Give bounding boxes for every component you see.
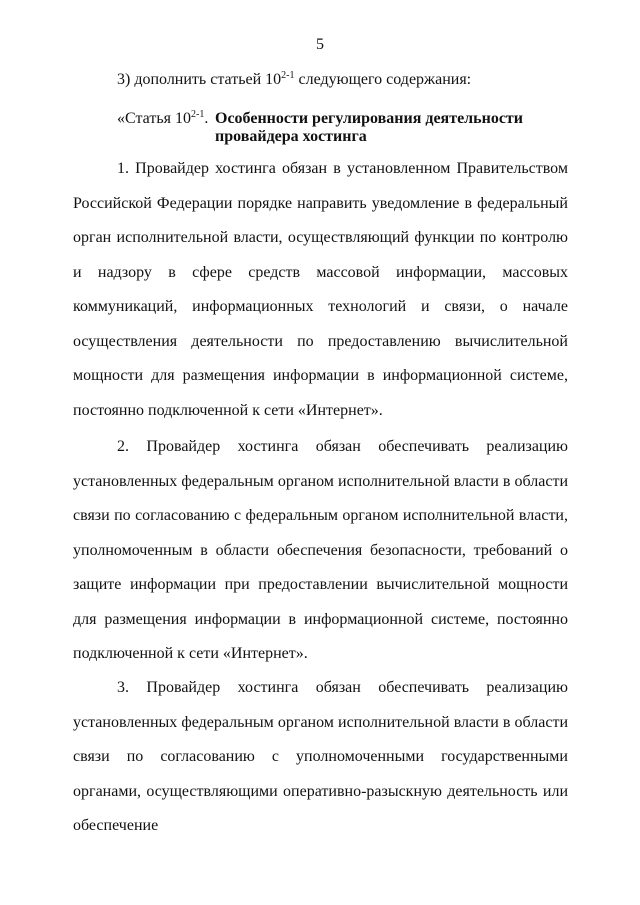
article-label: «Статья 10$^{2-1}$. <box>117 109 209 127</box>
paragraph-2: 2. Провайдер хостинга обязан обеспечивать реализацию установленных федеральным органом исполнительной власти в области связи по согласованию с федеральным органом исполнительной власти, уполномоченным в области обеспечения безопасности, требований о защите информации при предоставлении вычислительной мощности для размещения информации в информационной системе, постоянно подключенной к сети «Интернет». <box>73 438 568 662</box>
intro-prefix: 3) дополнить статьей 10 <box>117 71 282 88</box>
paragraph-1: 1. Провайдер хостинга обязан в установленном Правительством Российской Федерации порядке направить уведомление в федеральный орган исполнительной власти, осуществляющий функции по контролю и надзору в сфере средств массовой информации, массовых коммуникаций, информационных технологий и связи, о начале осуществления деятельности по предоставлению вычислительной мощности для размещения информации в информационной системе, постоянно подключенной к сети «Интернет». <box>73 160 568 419</box>
article-heading <box>117 110 535 146</box>
intro-suffix: следующего содержания: <box>294 71 472 88</box>
article-title: Особенности регулирования деятельности провайдера хостинга <box>215 110 523 145</box>
intro-sup: 2-1 <box>281 70 295 81</box>
amendment-intro <box>117 71 471 89</box>
page-number: 5 <box>316 36 324 53</box>
paragraph-3: 3. Провайдер хостинга обязан обеспечивать реализацию установленных федеральным органом исполнительной власти в области связи по согласованию с уполномоченными государственными органами, осуществляющими оперативно-разыскную деятельность или обеспечение <box>73 679 568 834</box>
